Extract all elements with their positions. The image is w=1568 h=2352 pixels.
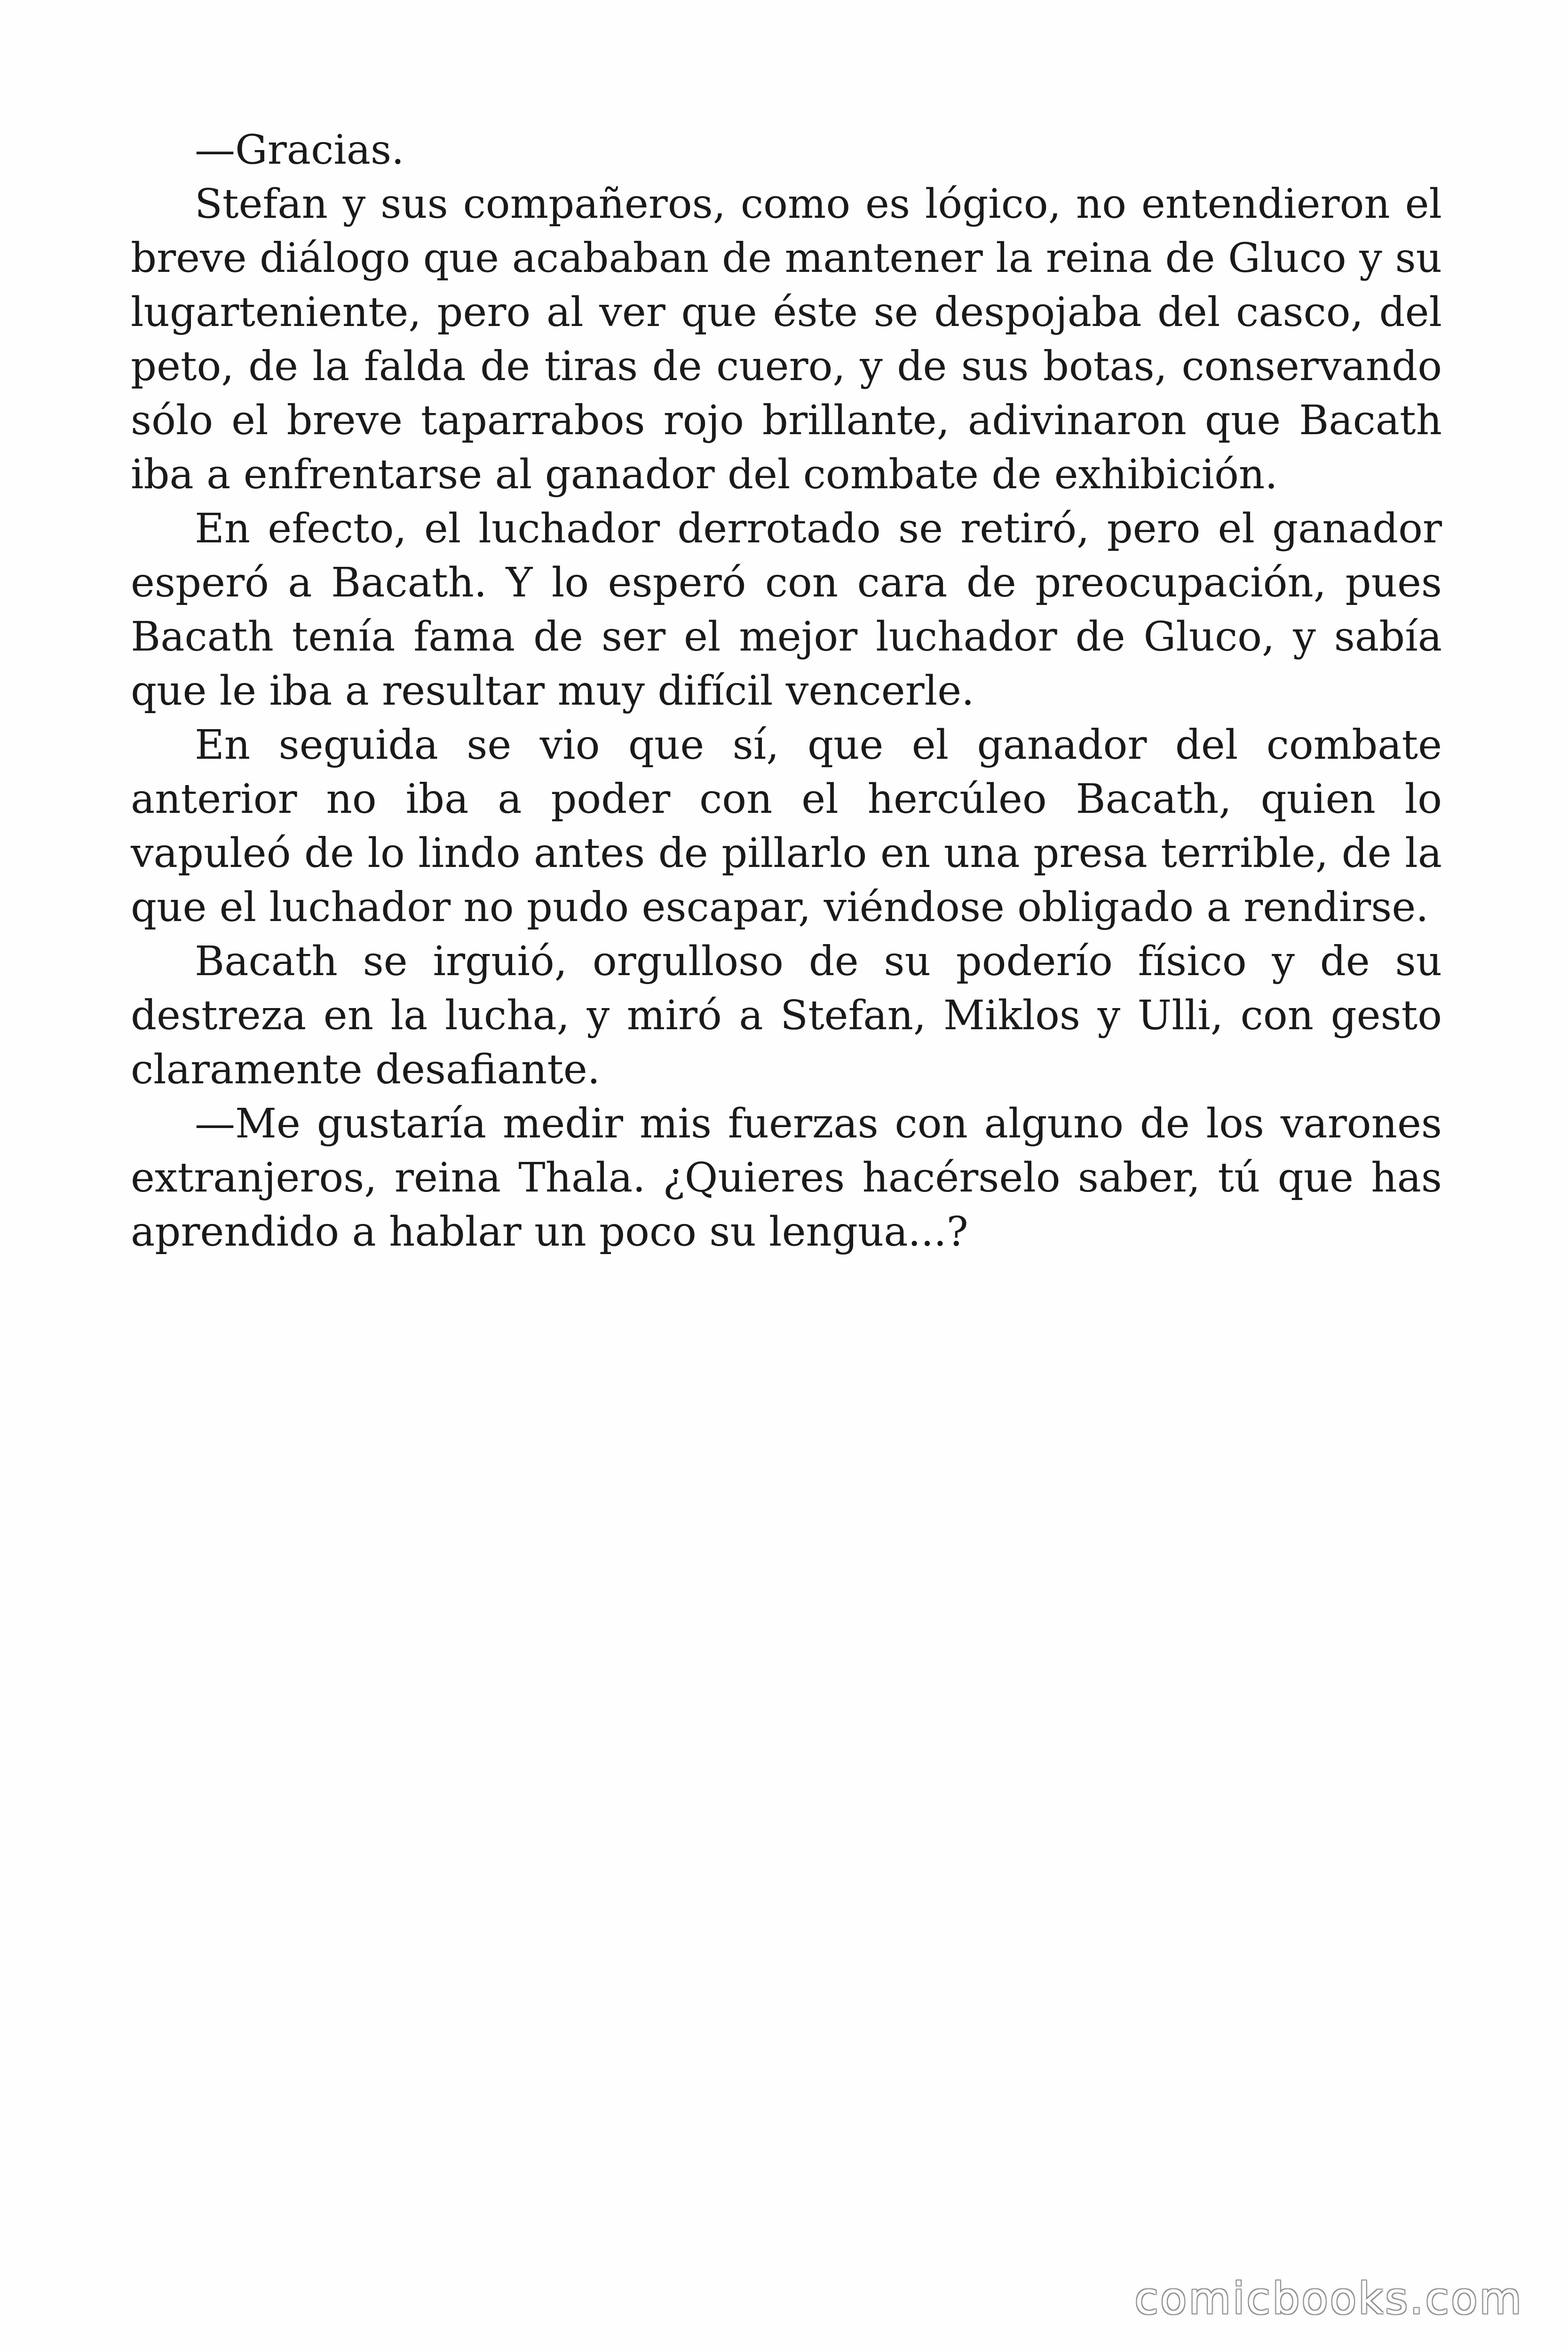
- paragraph-5: Bacath se irguió, orgulloso de su poderío físico y de su destreza en la lucha, y miró a Stefan, Miklos y Ulli, con gesto claramente desafiante.: [131, 938, 1442, 1093]
- paragraph-2: Stefan y sus compañeros, como es lógico, no entendieron el breve diálogo que acababan de mantener la reina de Gluco y su lugarteniente, pero al ver que éste se despojaba del casco, del peto, de la falda de tiras de cuero, y de sus botas, conservando sólo el breve taparrabos rojo brillante, adivinaron que Bacath iba a enfrentarse al ganador del combate de exhibición.: [131, 181, 1442, 498]
- text-column: [131, 123, 1442, 1259]
- paragraph-6: —Me gustaría medir mis fuerzas con alguno de los varones extranjeros, reina Thala. ¿Quieres hacérselo saber, tú que has aprendido a hablar un poco su lengua...?: [131, 1100, 1442, 1255]
- watermark: comicbooks.com: [1134, 2273, 1523, 2324]
- paragraph-4: En seguida se vio que sí, que el ganador del combate anterior no iba a poder con el hercúleo Bacath, quien lo vapuleó de lo lindo antes de pillarlo en una presa terrible, de la que el luchador no pudo escapar, viéndose obligado a rendirse.: [131, 722, 1442, 931]
- paragraph-1: —Gracias.: [195, 127, 404, 174]
- paragraph-3: En efecto, el luchador derrotado se retiró, pero el ganador esperó a Bacath. Y lo esperó con cara de preocupación, pues Bacath tenía fama de ser el mejor luchador de Gluco, y sabía que le iba a resultar muy difícil vencerle.: [131, 505, 1442, 715]
